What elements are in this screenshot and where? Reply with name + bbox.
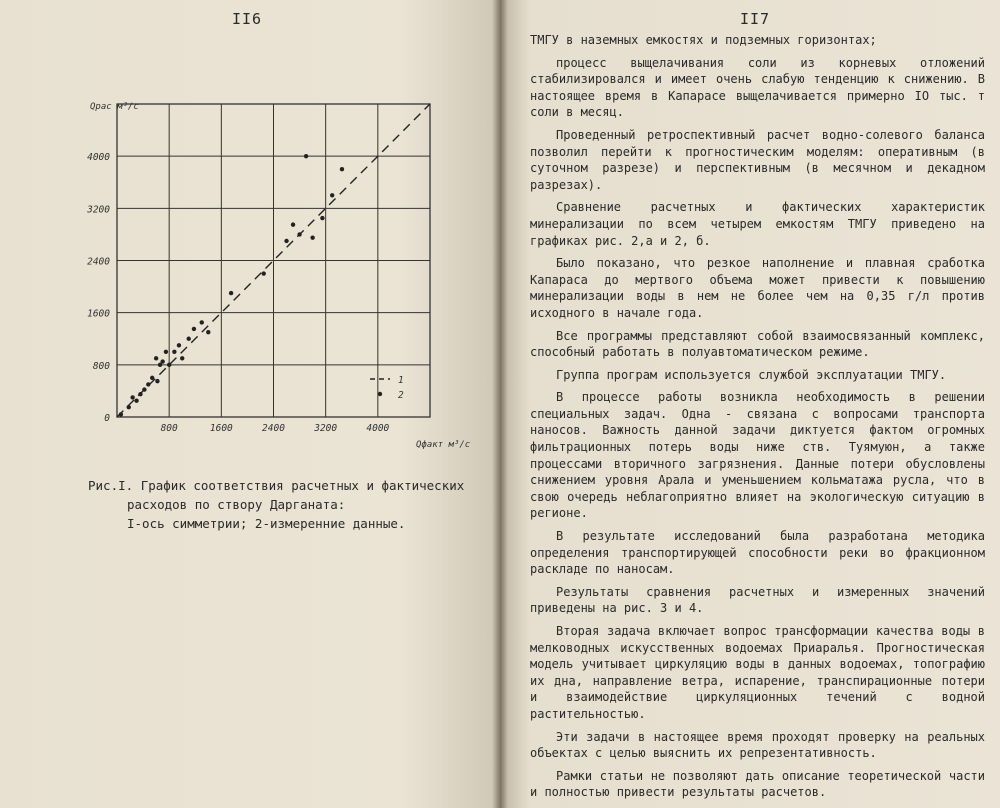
paragraph: ТМГУ в наземных емкостях и подземных горизонтах; — [530, 33, 877, 47]
data-point — [291, 222, 295, 226]
y-axis-label: Qрас м³/с — [90, 102, 139, 112]
data-point — [150, 376, 154, 380]
paragraph: Эти задачи в настоящее время проходят проверку на реальных объектах с целью выяснить их репрезентативность. — [530, 729, 985, 761]
x-axis-label: Qфакт м³/с — [416, 440, 471, 450]
legend-dot-marker — [378, 392, 382, 396]
paragraph: В процессе работы возникла необходимость в решении специальных задач. Одна - связана с вопросами транспорта наносов. Важность данной задачи диктуется фактом огромных фильтрационных потерь воды ниже ств. Туямуюн, а также процессами вторичного загрязнения. Данные потери обусловлены снижением уровня Арала и уменьшением кольматажа русла, что в свою очередь неблагоприятно влияет на экологическую ситуацию в регионе. — [530, 390, 985, 521]
data-point — [154, 356, 158, 360]
page-number-left: II6 — [232, 10, 263, 28]
data-point — [172, 350, 176, 354]
data-point — [187, 337, 191, 341]
data-point — [320, 216, 324, 220]
data-point — [155, 379, 159, 383]
scatter-chart — [80, 90, 471, 460]
data-point — [206, 330, 210, 334]
y-tick-label: 0 — [104, 413, 110, 424]
data-point — [310, 235, 314, 239]
data-point — [142, 387, 146, 391]
paragraph: Все программы представляют собой взаимосвязанный комплекс, способный работать в полуавтоматическом режиме. — [530, 328, 985, 360]
x-tick-label: 4000 — [366, 423, 390, 434]
data-point — [304, 154, 308, 158]
paragraph: Было показано, что резкое наполнение и плавная сработка Капараса до мертвого объема может привести к повышению минерализации воды в нем не более чем на 0,35 г/л против исходного в начале года. — [530, 256, 985, 320]
data-point — [167, 363, 171, 367]
data-point — [200, 320, 204, 324]
data-point — [146, 382, 150, 386]
data-point — [284, 239, 288, 243]
paragraph: Рамки статьи не позволяют дать описание теоретической части и полностью привести результаты расчетов. — [530, 768, 985, 800]
data-point — [297, 232, 301, 236]
data-point — [160, 359, 164, 363]
data-point — [330, 193, 334, 197]
paragraph: процесс выщелачивания соли из корневых отложений стабилизировался и имеет очень слабую тенденцию к снижению. В настоящее время в Капарасе выщелачивается примерно IO тыс. т соли в месяц. — [530, 55, 985, 120]
data-point — [192, 327, 196, 331]
paragraph: Группа програм используется службой эксплуатации ТМГУ. — [556, 367, 947, 382]
body-text — [530, 32, 985, 807]
x-tick-label: 3200 — [314, 423, 338, 434]
y-tick-label: 2400 — [87, 256, 110, 268]
data-point — [180, 356, 184, 360]
data-point — [134, 398, 138, 402]
figure-caption — [88, 476, 468, 533]
caption-line-3: I-ось симметрии; 2-измеренние данные. — [127, 516, 406, 531]
legend-label-2: 2 — [398, 390, 404, 401]
paragraph: В результате исследований была разработана методика определения транспортирующей способности реки во фракционном раскладе по наносам. — [530, 529, 985, 577]
caption-line-1: График соответствия расчетных и фактических — [140, 478, 465, 493]
data-point — [127, 405, 131, 409]
x-tick-label: 1600 — [209, 423, 233, 434]
data-point — [262, 271, 266, 275]
data-point — [130, 395, 134, 399]
data-point — [229, 291, 233, 295]
y-tick-label: 4000 — [87, 152, 110, 164]
legend-label-1: 1 — [398, 375, 404, 386]
data-point — [164, 350, 168, 354]
paragraph: Вторая задача включает вопрос трансформации качества воды в мелководных искусственных водоемах Приаралья. Прогностическая модель учитывает циркуляцию воды в данных водоемах, топографию их дна, направление ветра, испарение, транспирационные потери и взаимодействие циркуляционных течений с водной растительностью. — [530, 624, 985, 721]
data-point — [177, 343, 181, 347]
paragraph: Проведенный ретроспективный расчет водно-солевого баланса позволил перейти к прогностическим моделям: оперативным (в суточном разрезе) и перспективным (в месячном и декадном разрезах). — [530, 127, 985, 192]
data-point — [138, 392, 142, 396]
y-tick-label: 800 — [92, 360, 110, 372]
y-tick-label: 1600 — [87, 308, 110, 320]
data-point — [119, 412, 123, 416]
caption-label: Рис.I. — [88, 478, 134, 493]
data-point — [340, 167, 344, 171]
caption-line-2: расходов по створу Дарганата: — [127, 497, 346, 512]
right-page — [500, 0, 1000, 808]
y-tick-label: 3200 — [87, 204, 110, 216]
x-tick-label: 2400 — [262, 423, 285, 434]
paragraph: Сравнение расчетных и фактических характеристик минерализации по всем четырем емкостям ТМГУ приведено на графиках рис. 2,а и 2, б. — [530, 200, 985, 248]
x-tick-label: 800 — [160, 423, 178, 434]
paragraph: Результаты сравнения расчетных и измеренных значений приведены на рис. 3 и 4. — [530, 584, 985, 616]
book-gutter — [492, 0, 508, 808]
page-number-right: II7 — [740, 10, 771, 28]
